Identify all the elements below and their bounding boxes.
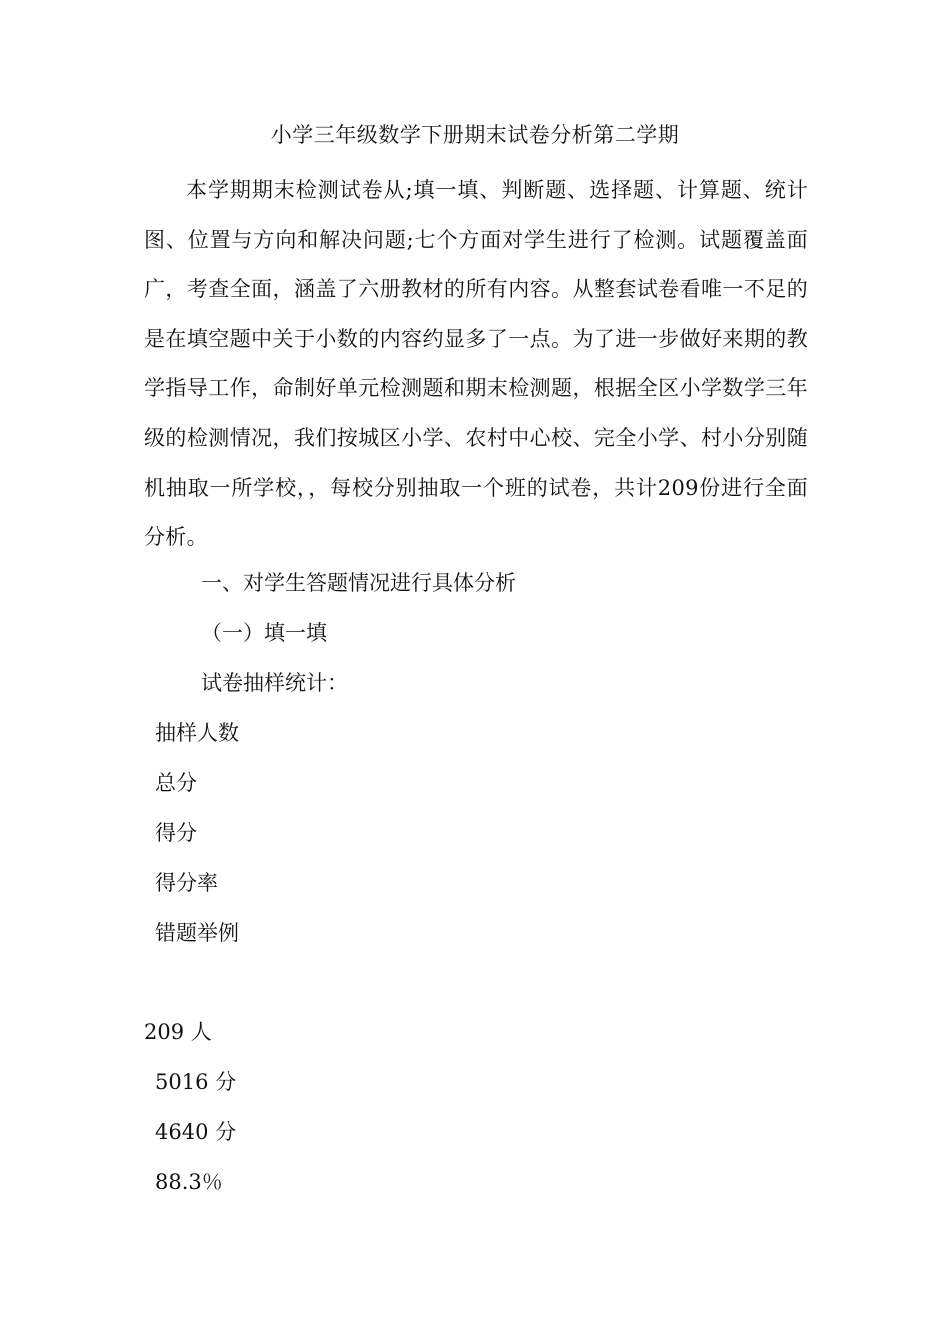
stats-label: 总分 — [155, 771, 197, 795]
stats-value: 88.3％ — [155, 1170, 223, 1194]
document-title: 小学三年级数学下册期末试卷分析第二学期 — [270, 123, 680, 147]
intro-paragraph: 本学期期末检测试卷从;填一填、判断题、选择题、计算题、统计图、位置与方向和解决问题;七个方面对学生进行了检测。试题覆盖面广，考查全面，涵盖了六册教材的所有内容。从整套试卷看唯一不足的是在填空题中关于小数的内容约显多了一点。为了进一步做好来期的教学指导工作，命制好单元检测题和期末检测题，根据全区小学数学三年级的检测情况，我们按城区小学、农村中心校、完全小学、村小分别随机抽取一所学校，，每校分别抽取一个班的试卷，共计209份进行全面分析。 — [144, 178, 808, 550]
stats-label: 抽样人数 — [155, 721, 239, 745]
stats-value: 4640 分 — [155, 1120, 237, 1144]
stats-label: 得分率 — [155, 871, 218, 895]
stats-value: 209 人 — [144, 1020, 212, 1044]
subsection-heading: （一）填一填 — [201, 621, 327, 645]
section-heading: 一、对学生答题情况进行具体分析 — [201, 571, 516, 595]
stats-label: 得分 — [155, 821, 197, 845]
stats-intro: 试卷抽样统计： — [201, 671, 348, 695]
stats-label: 错题举例 — [155, 921, 239, 945]
stats-value: 5016 分 — [155, 1070, 237, 1094]
